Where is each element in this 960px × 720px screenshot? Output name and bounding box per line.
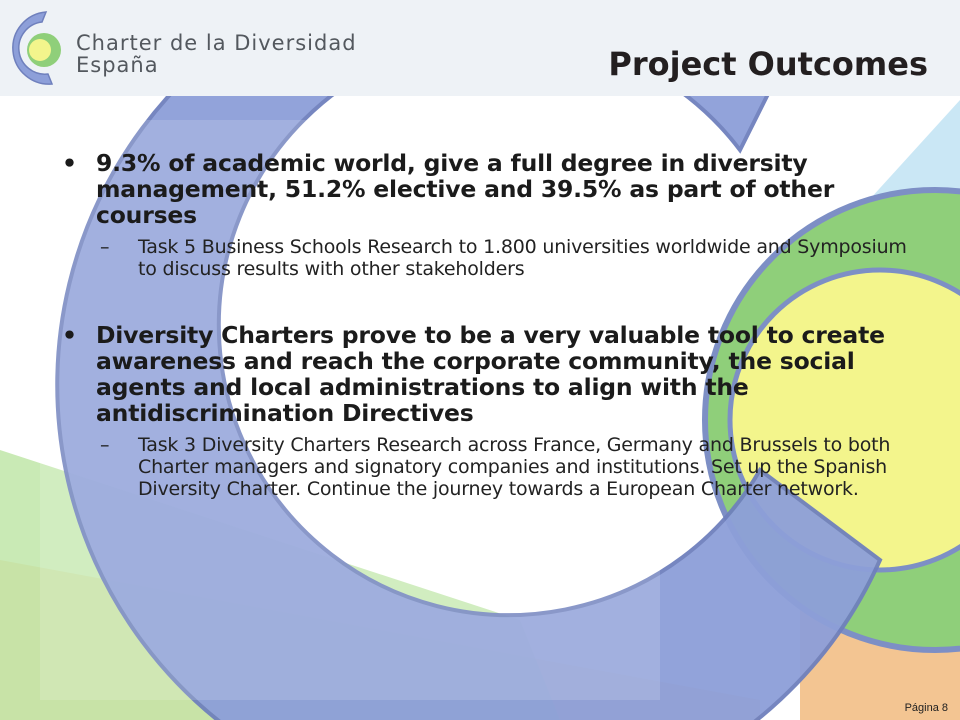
sub-bullet-item [62, 434, 914, 500]
logo-line-2: España [76, 53, 159, 77]
charter-logo-icon [6, 8, 68, 90]
sub-bullet-mark: – [100, 236, 110, 258]
sub-bullet-text: Task 5 Business Schools Research to 1.800 universities worldwide and Symposium to discuss results with other stakeholders [138, 236, 907, 280]
bullet-item [62, 150, 914, 228]
logo-line-1: Charter de la Diversidad [76, 31, 357, 55]
bullet-item [62, 322, 914, 426]
page-title: Project Outcomes [608, 45, 928, 83]
bullet-text: Diversity Charters prove to be a very valuable tool to create awareness and reach the corporate community, the social agents and local administrations to align with the antidiscrimination Directives [96, 321, 885, 427]
bullet-mark: • [62, 321, 77, 349]
sub-bullet-mark: – [100, 434, 110, 456]
sub-bullet-item [62, 236, 914, 280]
sub-bullet-text: Task 3 Diversity Charters Research across France, Germany and Brussels to both Charter managers and signatory companies and institutions. Set up the Spanish Diversity Charter. Continue the journey towards a European Charter network. [138, 434, 891, 500]
bullet-text: 9.3% of academic world, give a full degree in diversity management, 51.2% elective and 39.5% as part of other courses [96, 149, 835, 229]
logo-wordmark [76, 32, 357, 76]
page-number: Página 8 [904, 702, 948, 714]
bullet-mark: • [62, 149, 77, 177]
bullet-list [62, 150, 914, 500]
